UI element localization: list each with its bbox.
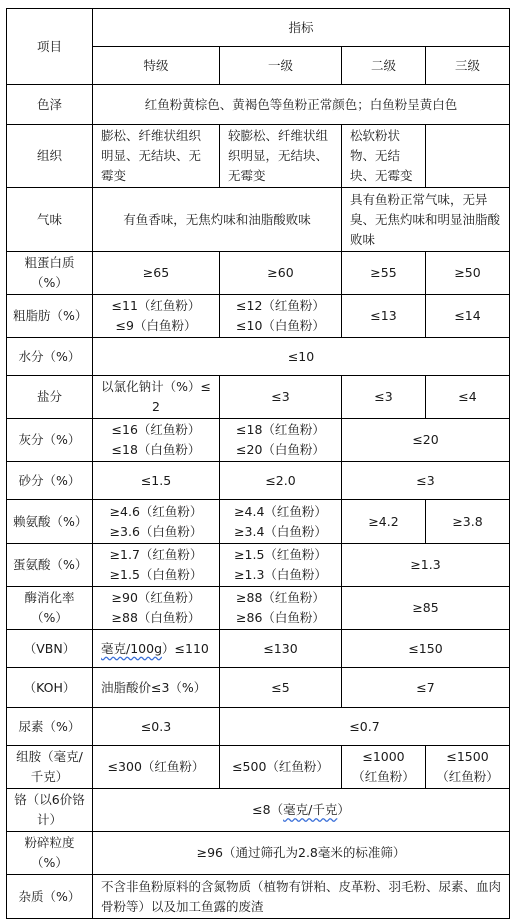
row-protein bbox=[7, 252, 510, 295]
row-label: 灰分（%） bbox=[7, 419, 93, 462]
fat-third: ≤14 bbox=[426, 295, 510, 338]
row-salt bbox=[7, 376, 510, 419]
row-label: 色泽 bbox=[7, 85, 93, 125]
histamine-third-note: （红鱼粉） bbox=[436, 769, 499, 784]
methionine-second-third: ≥1.3 bbox=[342, 544, 510, 587]
urea-special: ≤0.3 bbox=[93, 708, 220, 746]
texture-second: 松软粉状物、无结块、无霉变 bbox=[342, 125, 426, 188]
row-texture bbox=[7, 125, 510, 188]
salt-second: ≤3 bbox=[342, 376, 426, 419]
lysine-special-red: ≥4.6（红鱼粉） bbox=[109, 503, 203, 519]
digest-second-third: ≥85 bbox=[342, 587, 510, 630]
protein-second: ≥55 bbox=[342, 252, 426, 295]
fat-special-red: ≤11（红鱼粉） bbox=[111, 298, 201, 313]
row-label: 组织 bbox=[7, 125, 93, 188]
digest-first-red: ≥88（红鱼粉） bbox=[236, 590, 325, 605]
row-label: 铬（以6价铬计） bbox=[7, 789, 93, 832]
header-grade-third: 三级 bbox=[426, 47, 510, 85]
lysine-first bbox=[220, 500, 342, 544]
lysine-second: ≥4.2 bbox=[342, 500, 426, 544]
row-label: 水分（%） bbox=[7, 338, 93, 376]
ash-special-white: ≤18（白鱼粉） bbox=[111, 442, 201, 457]
protein-special: ≥65 bbox=[93, 252, 220, 295]
row-label: 蛋氨酸（%） bbox=[7, 544, 93, 587]
row-label: 砂分（%） bbox=[7, 462, 93, 500]
row-ash bbox=[7, 419, 510, 462]
texture-third bbox=[426, 125, 510, 188]
fat-first bbox=[220, 295, 342, 338]
fat-first-white: ≤10（白鱼粉） bbox=[236, 318, 325, 333]
row-chromium bbox=[7, 789, 510, 832]
sand-second-third: ≤3 bbox=[342, 462, 510, 500]
histamine-special: ≤300（红鱼粉） bbox=[93, 746, 220, 789]
fat-special-white: ≤9（白鱼粉） bbox=[115, 318, 197, 333]
row-urea bbox=[7, 708, 510, 746]
ash-first bbox=[220, 419, 342, 462]
row-sand bbox=[7, 462, 510, 500]
vbn-second-third: ≤150 bbox=[342, 630, 510, 668]
chromium-value bbox=[93, 789, 510, 832]
header-item: 项目 bbox=[7, 9, 93, 85]
lysine-first-red: ≥4.4（红鱼粉） bbox=[234, 503, 327, 519]
row-label: （VBN） bbox=[7, 630, 93, 668]
row-label: 粉碎粒度（%） bbox=[7, 832, 93, 875]
row-particle bbox=[7, 832, 510, 875]
methionine-special bbox=[93, 544, 220, 587]
row-label: 粗脂肪（%） bbox=[7, 295, 93, 338]
methionine-first bbox=[220, 544, 342, 587]
ash-first-white: ≤20（白鱼粉） bbox=[236, 442, 325, 457]
row-moisture bbox=[7, 338, 510, 376]
fishmeal-standard-table bbox=[6, 8, 510, 919]
color-value: 红鱼粉黄棕色、黄褐色等鱼粉正常颜色；白鱼粉呈黄白色 bbox=[93, 85, 510, 125]
salt-special: 以氯化钠计（%）≤2 bbox=[93, 376, 220, 419]
impurity-value: 不含非鱼粉原料的含氮物质（植物有饼粕、皮革粉、羽毛粉、尿素、血肉骨粉等）以及加工鱼露的废渣 bbox=[93, 875, 510, 919]
texture-special: 膨松、纤维状组织明显、无结块、无霉变 bbox=[93, 125, 220, 188]
protein-third: ≥50 bbox=[426, 252, 510, 295]
ash-first-red: ≤18（红鱼粉） bbox=[236, 422, 325, 437]
fat-first-red: ≤12（红鱼粉） bbox=[236, 298, 325, 313]
texture-first: 较膨松、纤维状组织明显，无结块、无霉变 bbox=[220, 125, 342, 188]
lysine-first-white: ≥3.4（白鱼粉） bbox=[234, 523, 327, 539]
row-label: 酶消化率（%） bbox=[7, 587, 93, 630]
row-label: 气味 bbox=[7, 188, 93, 252]
digest-special-white: ≥88（白鱼粉） bbox=[111, 610, 201, 625]
vbn-special-value: ）≤110 bbox=[162, 640, 209, 656]
moisture-value: ≤10 bbox=[93, 338, 510, 376]
sand-first: ≤2.0 bbox=[220, 462, 342, 500]
row-color bbox=[7, 85, 510, 125]
salt-third: ≤4 bbox=[426, 376, 510, 419]
row-label: 盐分 bbox=[7, 376, 93, 419]
row-label: 赖氨酸（%） bbox=[7, 500, 93, 544]
lysine-special bbox=[93, 500, 220, 544]
digest-special-red: ≥90（红鱼粉） bbox=[111, 590, 201, 605]
lysine-third: ≥3.8 bbox=[426, 500, 510, 544]
header-indicator: 指标 bbox=[93, 9, 510, 47]
fat-special bbox=[93, 295, 220, 338]
histamine-second-note: （红鱼粉） bbox=[352, 769, 415, 784]
lysine-special-white: ≥3.6（白鱼粉） bbox=[109, 523, 203, 539]
vbn-first: ≤130 bbox=[220, 630, 342, 668]
header-grade-second: 二级 bbox=[342, 47, 426, 85]
row-vbn bbox=[7, 630, 510, 668]
row-histamine bbox=[7, 746, 510, 789]
chromium-post: ） bbox=[337, 802, 350, 817]
histamine-second-value: ≤1000 bbox=[362, 749, 405, 764]
row-digestibility bbox=[7, 587, 510, 630]
salt-first: ≤3 bbox=[220, 376, 342, 419]
digest-special bbox=[93, 587, 220, 630]
fat-second: ≤13 bbox=[342, 295, 426, 338]
vbn-unit: 毫克/100g bbox=[101, 640, 163, 656]
koh-first: ≤5 bbox=[220, 668, 342, 708]
vbn-special bbox=[93, 630, 220, 668]
chromium-pre: ≤8（ bbox=[252, 802, 284, 817]
protein-first: ≥60 bbox=[220, 252, 342, 295]
methionine-special-white: ≥1.5（白鱼粉） bbox=[109, 567, 203, 582]
row-odor bbox=[7, 188, 510, 252]
koh-special: 油脂酸价≤3（%） bbox=[93, 668, 220, 708]
ash-second-third: ≤20 bbox=[342, 419, 510, 462]
header-grade-first: 一级 bbox=[220, 47, 342, 85]
sand-special: ≤1.5 bbox=[93, 462, 220, 500]
methionine-first-red: ≥1.5（红鱼粉） bbox=[234, 547, 327, 562]
row-label: 组胺（毫克/千克） bbox=[7, 746, 93, 789]
row-fat bbox=[7, 295, 510, 338]
histamine-second bbox=[342, 746, 426, 789]
row-label: 粗蛋白质（%） bbox=[7, 252, 93, 295]
odor-special-first: 有鱼香味，无焦灼味和油脂酸败味 bbox=[93, 188, 342, 252]
digest-first-white: ≥86（白鱼粉） bbox=[236, 610, 325, 625]
row-methionine bbox=[7, 544, 510, 587]
urea-first-second-third: ≤0.7 bbox=[220, 708, 510, 746]
header-grade-special: 特级 bbox=[93, 47, 220, 85]
odor-second-third: 具有鱼粉正常气味，无异臭、无焦灼味和明显油脂酸败味 bbox=[342, 188, 510, 252]
ash-special bbox=[93, 419, 220, 462]
ash-special-red: ≤16（红鱼粉） bbox=[111, 422, 201, 437]
row-label: （KOH） bbox=[7, 668, 93, 708]
row-impurity bbox=[7, 875, 510, 919]
row-lysine bbox=[7, 500, 510, 544]
row-label: 尿素（%） bbox=[7, 708, 93, 746]
particle-value: ≥96（通过筛孔为2.8毫米的标准筛） bbox=[93, 832, 510, 875]
row-label: 杂质（%） bbox=[7, 875, 93, 919]
histamine-first: ≤500（红鱼粉） bbox=[220, 746, 342, 789]
methionine-first-white: ≥1.3（白鱼粉） bbox=[234, 567, 327, 582]
chromium-unit: 毫克/千克 bbox=[283, 802, 338, 817]
row-koh bbox=[7, 668, 510, 708]
digest-first bbox=[220, 587, 342, 630]
koh-second-third: ≤7 bbox=[342, 668, 510, 708]
methionine-special-red: ≥1.7（红鱼粉） bbox=[109, 547, 203, 562]
histamine-third bbox=[426, 746, 510, 789]
histamine-third-value: ≤1500 bbox=[446, 749, 489, 764]
